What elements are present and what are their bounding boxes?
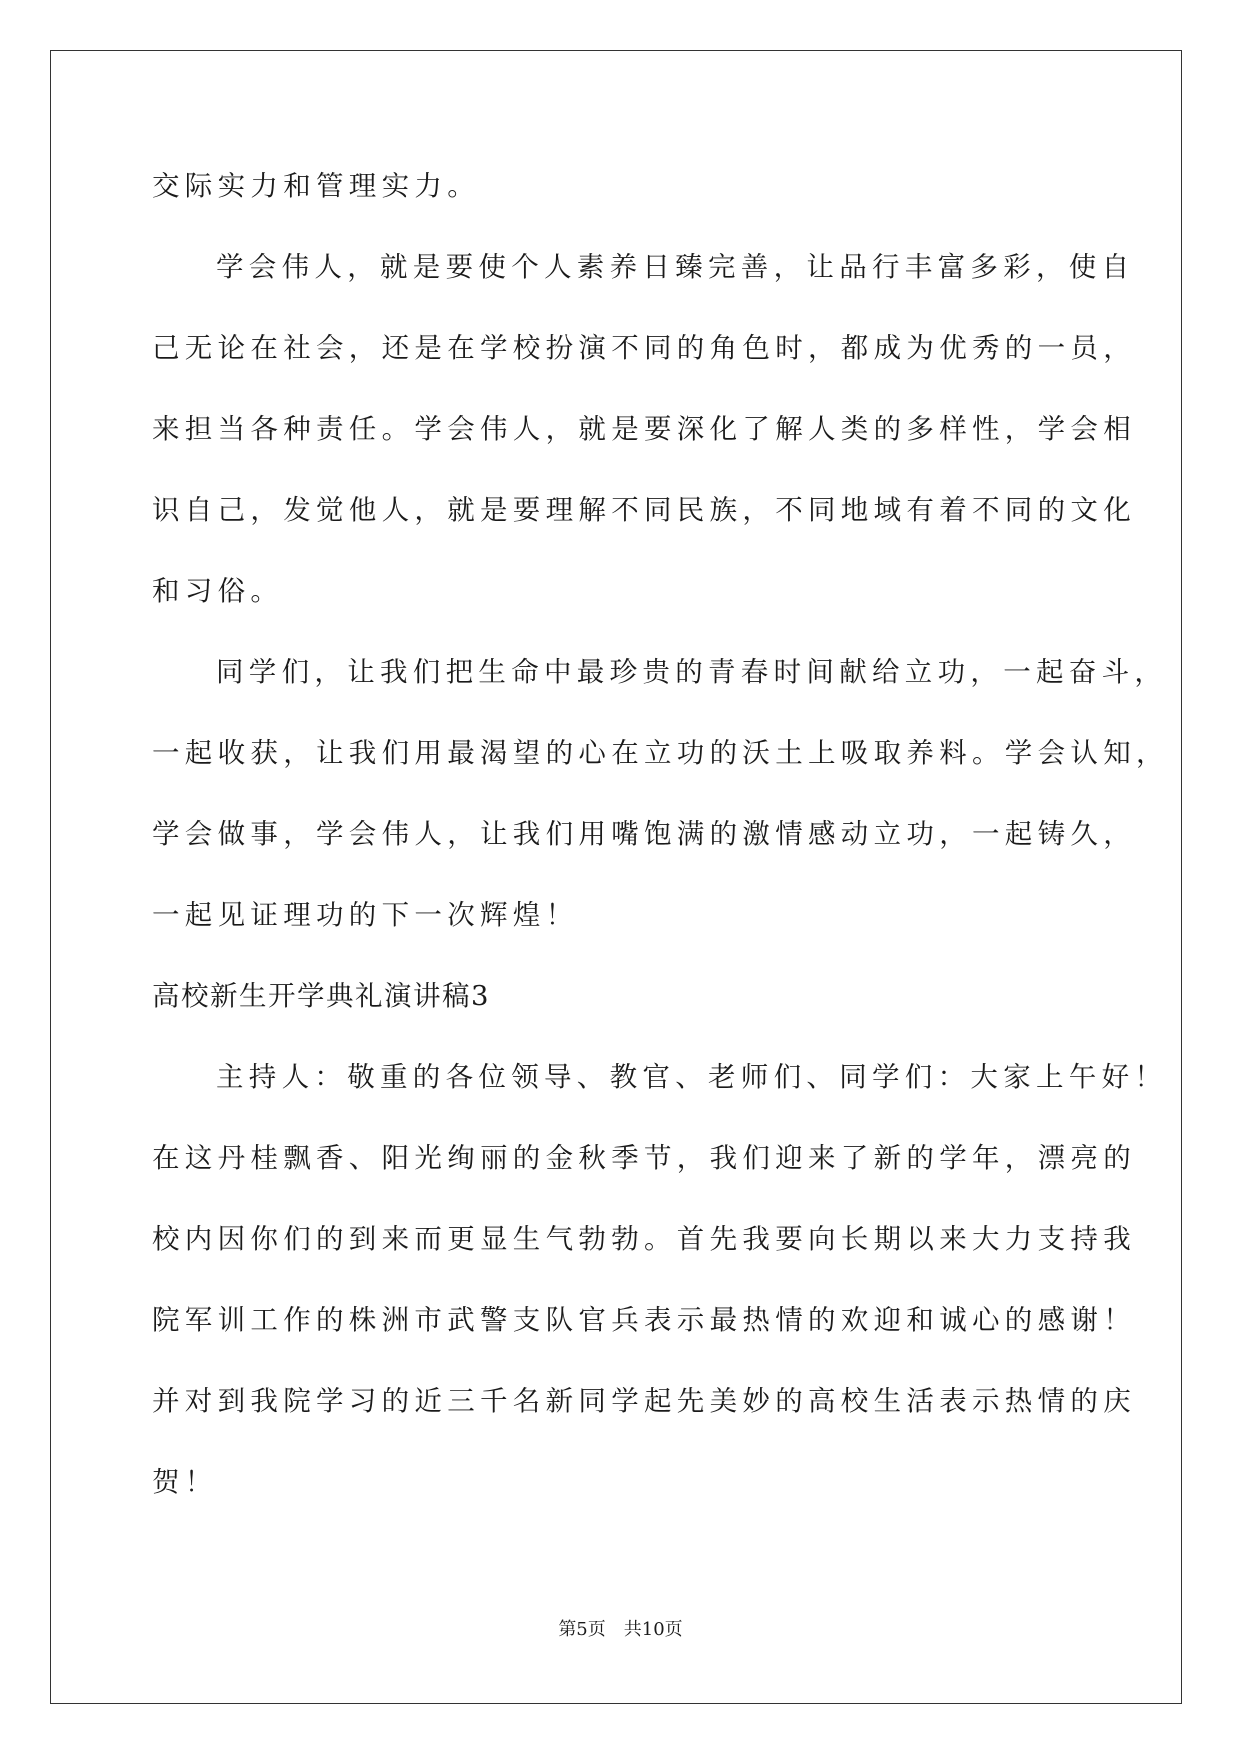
text-line: 并对到我院学习的近三千名新同学起先美妙的高校生活表示热情的庆 — [152, 1385, 1136, 1417]
text-line: 交际实力和管理实力。 — [152, 170, 480, 202]
paragraph-start: 学会伟人，就是要使个人素养日臻完善，让品行丰富多彩，使自 — [216, 251, 1135, 283]
text-line: 己无论在社会，还是在学校扮演不同的角色时，都成为优秀的一员， — [152, 332, 1136, 364]
page-footer — [0, 1618, 1241, 1642]
text-line: 在这丹桂飘香、阳光绚丽的金秋季节，我们迎来了新的学年，漂亮的 — [152, 1142, 1136, 1174]
text-line: 一起见证理功的下一次辉煌！ — [152, 899, 579, 931]
text-line: 一起收获，让我们用最渴望的心在立功的沃土上吸取养料。学会认知， — [152, 737, 1169, 769]
text-line: 识自己，发觉他人，就是要理解不同民族，不同地域有着不同的文化 — [152, 494, 1136, 526]
text-line: 校内因你们的到来而更显生气勃勃。首先我要向长期以来大力支持我 — [152, 1223, 1136, 1255]
text-line: 来担当各种责任。学会伟人，就是要深化了解人类的多样性，学会相 — [152, 413, 1136, 445]
paragraph-start: 主持人：敬重的各位领导、教官、老师们、同学们：大家上午好！ — [216, 1061, 1168, 1093]
text-line: 学会做事，学会伟人，让我们用嘴饱满的激情感动立功，一起铸久， — [152, 818, 1136, 850]
text-line: 贺！ — [152, 1466, 218, 1498]
section-heading: 高校新生开学典礼演讲稿3 — [152, 980, 490, 1012]
paragraph-start: 同学们，让我们把生命中最珍贵的青春时间献给立功，一起奋斗， — [216, 656, 1168, 688]
page-number-current: 第5页 — [558, 1619, 606, 1640]
page-number-total: 共10页 — [623, 1619, 683, 1640]
page-border — [50, 50, 1182, 1704]
text-line: 和习俗。 — [152, 575, 284, 607]
text-line: 院军训工作的株洲市武警支队官兵表示最热情的欢迎和诚心的感谢！ — [152, 1304, 1136, 1336]
